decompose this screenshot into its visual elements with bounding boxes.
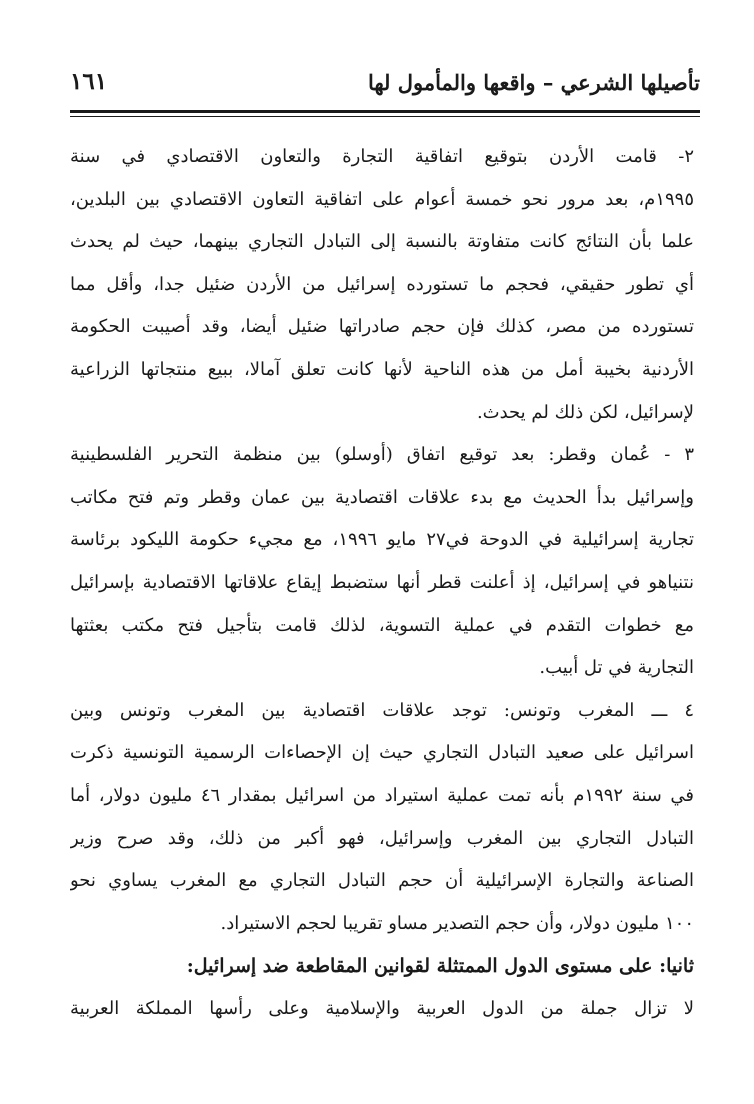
body-text bbox=[70, 136, 694, 1030]
section-heading: ثانيا: على مستوى الدول الممتثلة لقوانين المقاطعة ضد إسرائيل: bbox=[186, 955, 694, 978]
text-line: علما بأن النتائج كانت متفاوتة بالنسبة إلى التبادل التجاري بينهما، حيث لم يحدث bbox=[70, 231, 694, 253]
text-line: ٣ - عُمان وقطر: بعد توقيع اتفاق (أوسلو) بين منظمة التحرير الفلسطينية bbox=[70, 444, 694, 466]
paragraph-oman-qatar bbox=[70, 434, 694, 690]
text-line: ٢- قامت الأردن بتوقيع اتفاقية التجارة والتعاون الاقتصادي في سنة bbox=[70, 146, 694, 167]
text-line: لا تزال جملة من الدول العربية والإسلامية وعلى رأسها المملكة العربية bbox=[70, 997, 694, 1019]
text-line: الصناعة والتجارة الإسرائيلية أن حجم التبادل التجاري مع المغرب يساوي نحو bbox=[70, 870, 694, 892]
text-line: التجارية في تل أبيب. bbox=[539, 657, 694, 679]
paragraph-boycott-states bbox=[70, 988, 694, 1031]
text-line: نتنياهو في إسرائيل، إذ أعلنت قطر أنها ستضبط إيقاع علاقاتها الاقتصادية بإسرائيل bbox=[70, 571, 694, 593]
text-line: تستورده من مصر، كذلك فإن حجم صادراتها ضئيل أيضا، وقد أصيبت الحكومة bbox=[70, 316, 694, 338]
text-line: أي تطور حقيقي، فحجم ما تستورده إسرائيل من الأردن ضئيل جدا، وأقل مما bbox=[70, 273, 694, 295]
text-line: مع خطوات التقدم في عملية التسوية، لذلك قامت بتأجيل فتح مكتب بعثتها bbox=[70, 614, 694, 636]
page-number: ١٦١ bbox=[70, 68, 108, 95]
text-line: وإسرائيل بدأ الحديث مع بدء علاقات اقتصادية بين عمان وقطر وتم فتح مكاتب bbox=[70, 486, 694, 508]
text-line: في سنة ١٩٩٢م بأنه تمت عملية استيراد من اسرائيل بمقدار ٤٦ مليون دولار، أما bbox=[70, 784, 694, 806]
text-line: لإسرائيل، لكن ذلك لم يحدث. bbox=[476, 401, 694, 423]
paragraph-morocco-tunisia bbox=[70, 690, 694, 946]
text-line: ١٩٩٥م، بعد مرور نحو خمسة أعوام على اتفاقية التعاون الاقتصادي بين البلدين، bbox=[70, 188, 694, 210]
paragraph-jordan bbox=[70, 136, 694, 434]
header-rule-thick bbox=[70, 110, 700, 113]
text-line: التبادل التجاري بين المغرب وإسرائيل، فهو أكبر من ذلك، وقد صرح وزير bbox=[70, 827, 694, 849]
running-header bbox=[70, 66, 700, 106]
text-line: الأردنية بخيبة أمل من هذه الناحية لأنها كانت تعلق آمالا، ببيع منتجاتها الزراعية bbox=[70, 358, 694, 380]
text-line: اسرائيل على صعيد التبادل التجاري حيث إن الإحصاءات الرسمية التونسية ذكرت bbox=[70, 742, 694, 764]
text-line: ٤ ـــ المغرب وتونس: توجد علاقات اقتصادية بين المغرب وتونس وبين bbox=[70, 699, 694, 721]
header-rule-thin bbox=[70, 116, 700, 117]
text-line: تجارية إسرائيلية في الدوحة في٢٧ مايو ١٩٩٦، مع مجيء حكومة الليكود برئاسة bbox=[70, 529, 694, 551]
text-line: ١٠٠ مليون دولار، وأن حجم التصدير مساو تقريبا لحجم الاستيراد. bbox=[220, 912, 694, 934]
running-header-title: تأصيلها الشرعي – واقعها والمأمول لها bbox=[367, 70, 700, 95]
